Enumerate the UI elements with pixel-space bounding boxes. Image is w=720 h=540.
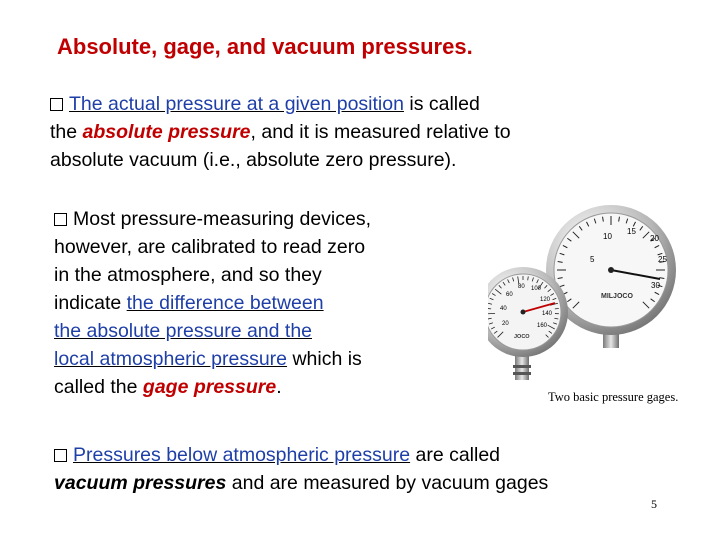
text-run: which is xyxy=(287,348,362,370)
text-run: the xyxy=(50,121,83,143)
text-run: however, are calibrated to read zero xyxy=(54,236,366,258)
back-gauge-brand: MILJOCO xyxy=(601,293,633,300)
text-run: is called xyxy=(403,93,480,115)
back-gauge-label: 20 xyxy=(650,234,659,243)
checkbox-bullet-icon xyxy=(54,213,67,226)
paragraph-absolute-pressure xyxy=(50,90,660,174)
underlined-phrase: Pressures below atmospheric pressure xyxy=(73,444,411,466)
front-gauge-label: 60 xyxy=(506,292,513,298)
back-gauge-label: 10 xyxy=(603,232,612,241)
text-run: called the xyxy=(54,376,143,398)
underlined-phrase: the difference between xyxy=(126,292,324,314)
page-number: 5 xyxy=(651,497,657,511)
text-run: Most pressure-measuring devices, xyxy=(73,208,372,230)
paragraph-gage-pressure xyxy=(54,205,454,401)
checkbox-bullet-icon xyxy=(54,449,67,462)
slide-title: Absolute, gage, and vacuum pressures. xyxy=(57,34,473,59)
text-run: , and it is measured relative to xyxy=(250,121,511,143)
front-gauge-label: 100 xyxy=(531,286,542,292)
back-gauge-label: 25 xyxy=(658,255,667,264)
front-gauge-label: 80 xyxy=(518,284,525,290)
underlined-phrase: local atmospheric pressure xyxy=(54,348,288,370)
back-gauge-label: 30 xyxy=(651,281,660,290)
text-run: in the atmosphere, and so they xyxy=(54,264,322,286)
underlined-phrase: the absolute pressure and the xyxy=(54,320,313,342)
text-run: and are measured by vacuum gages xyxy=(226,472,549,494)
pressure-gauges-illustration xyxy=(488,200,678,390)
front-gauge-label: 120 xyxy=(540,297,551,303)
term-vacuum-pressures: vacuum pressures xyxy=(54,472,227,494)
checkbox-bullet-icon xyxy=(50,98,63,111)
text-run: absolute vacuum (i.e., absolute zero pressure). xyxy=(50,149,457,171)
front-gauge xyxy=(488,267,568,380)
front-gauge-hub xyxy=(521,310,526,315)
text-run: . xyxy=(276,376,282,398)
text-run: indicate xyxy=(54,292,127,314)
text-run: are called xyxy=(410,444,501,466)
back-gauge-hub xyxy=(608,267,614,273)
figure-caption: Two basic pressure gages. xyxy=(548,390,679,404)
back-gauge-label: 15 xyxy=(627,227,636,236)
front-gauge-label: 20 xyxy=(502,321,509,327)
front-gauge-label: 160 xyxy=(537,323,548,329)
front-gauge-brand: JOCO xyxy=(514,334,530,340)
underlined-phrase: The actual pressure at a given position xyxy=(69,93,404,115)
term-gage-pressure: gage pressure xyxy=(142,376,277,398)
front-gauge-label: 40 xyxy=(500,306,507,312)
paragraph-vacuum-pressure xyxy=(54,441,669,497)
term-absolute-pressure: absolute pressure xyxy=(82,121,251,143)
front-gauge-label: 140 xyxy=(542,311,553,317)
back-gauge-label: 5 xyxy=(590,255,595,264)
